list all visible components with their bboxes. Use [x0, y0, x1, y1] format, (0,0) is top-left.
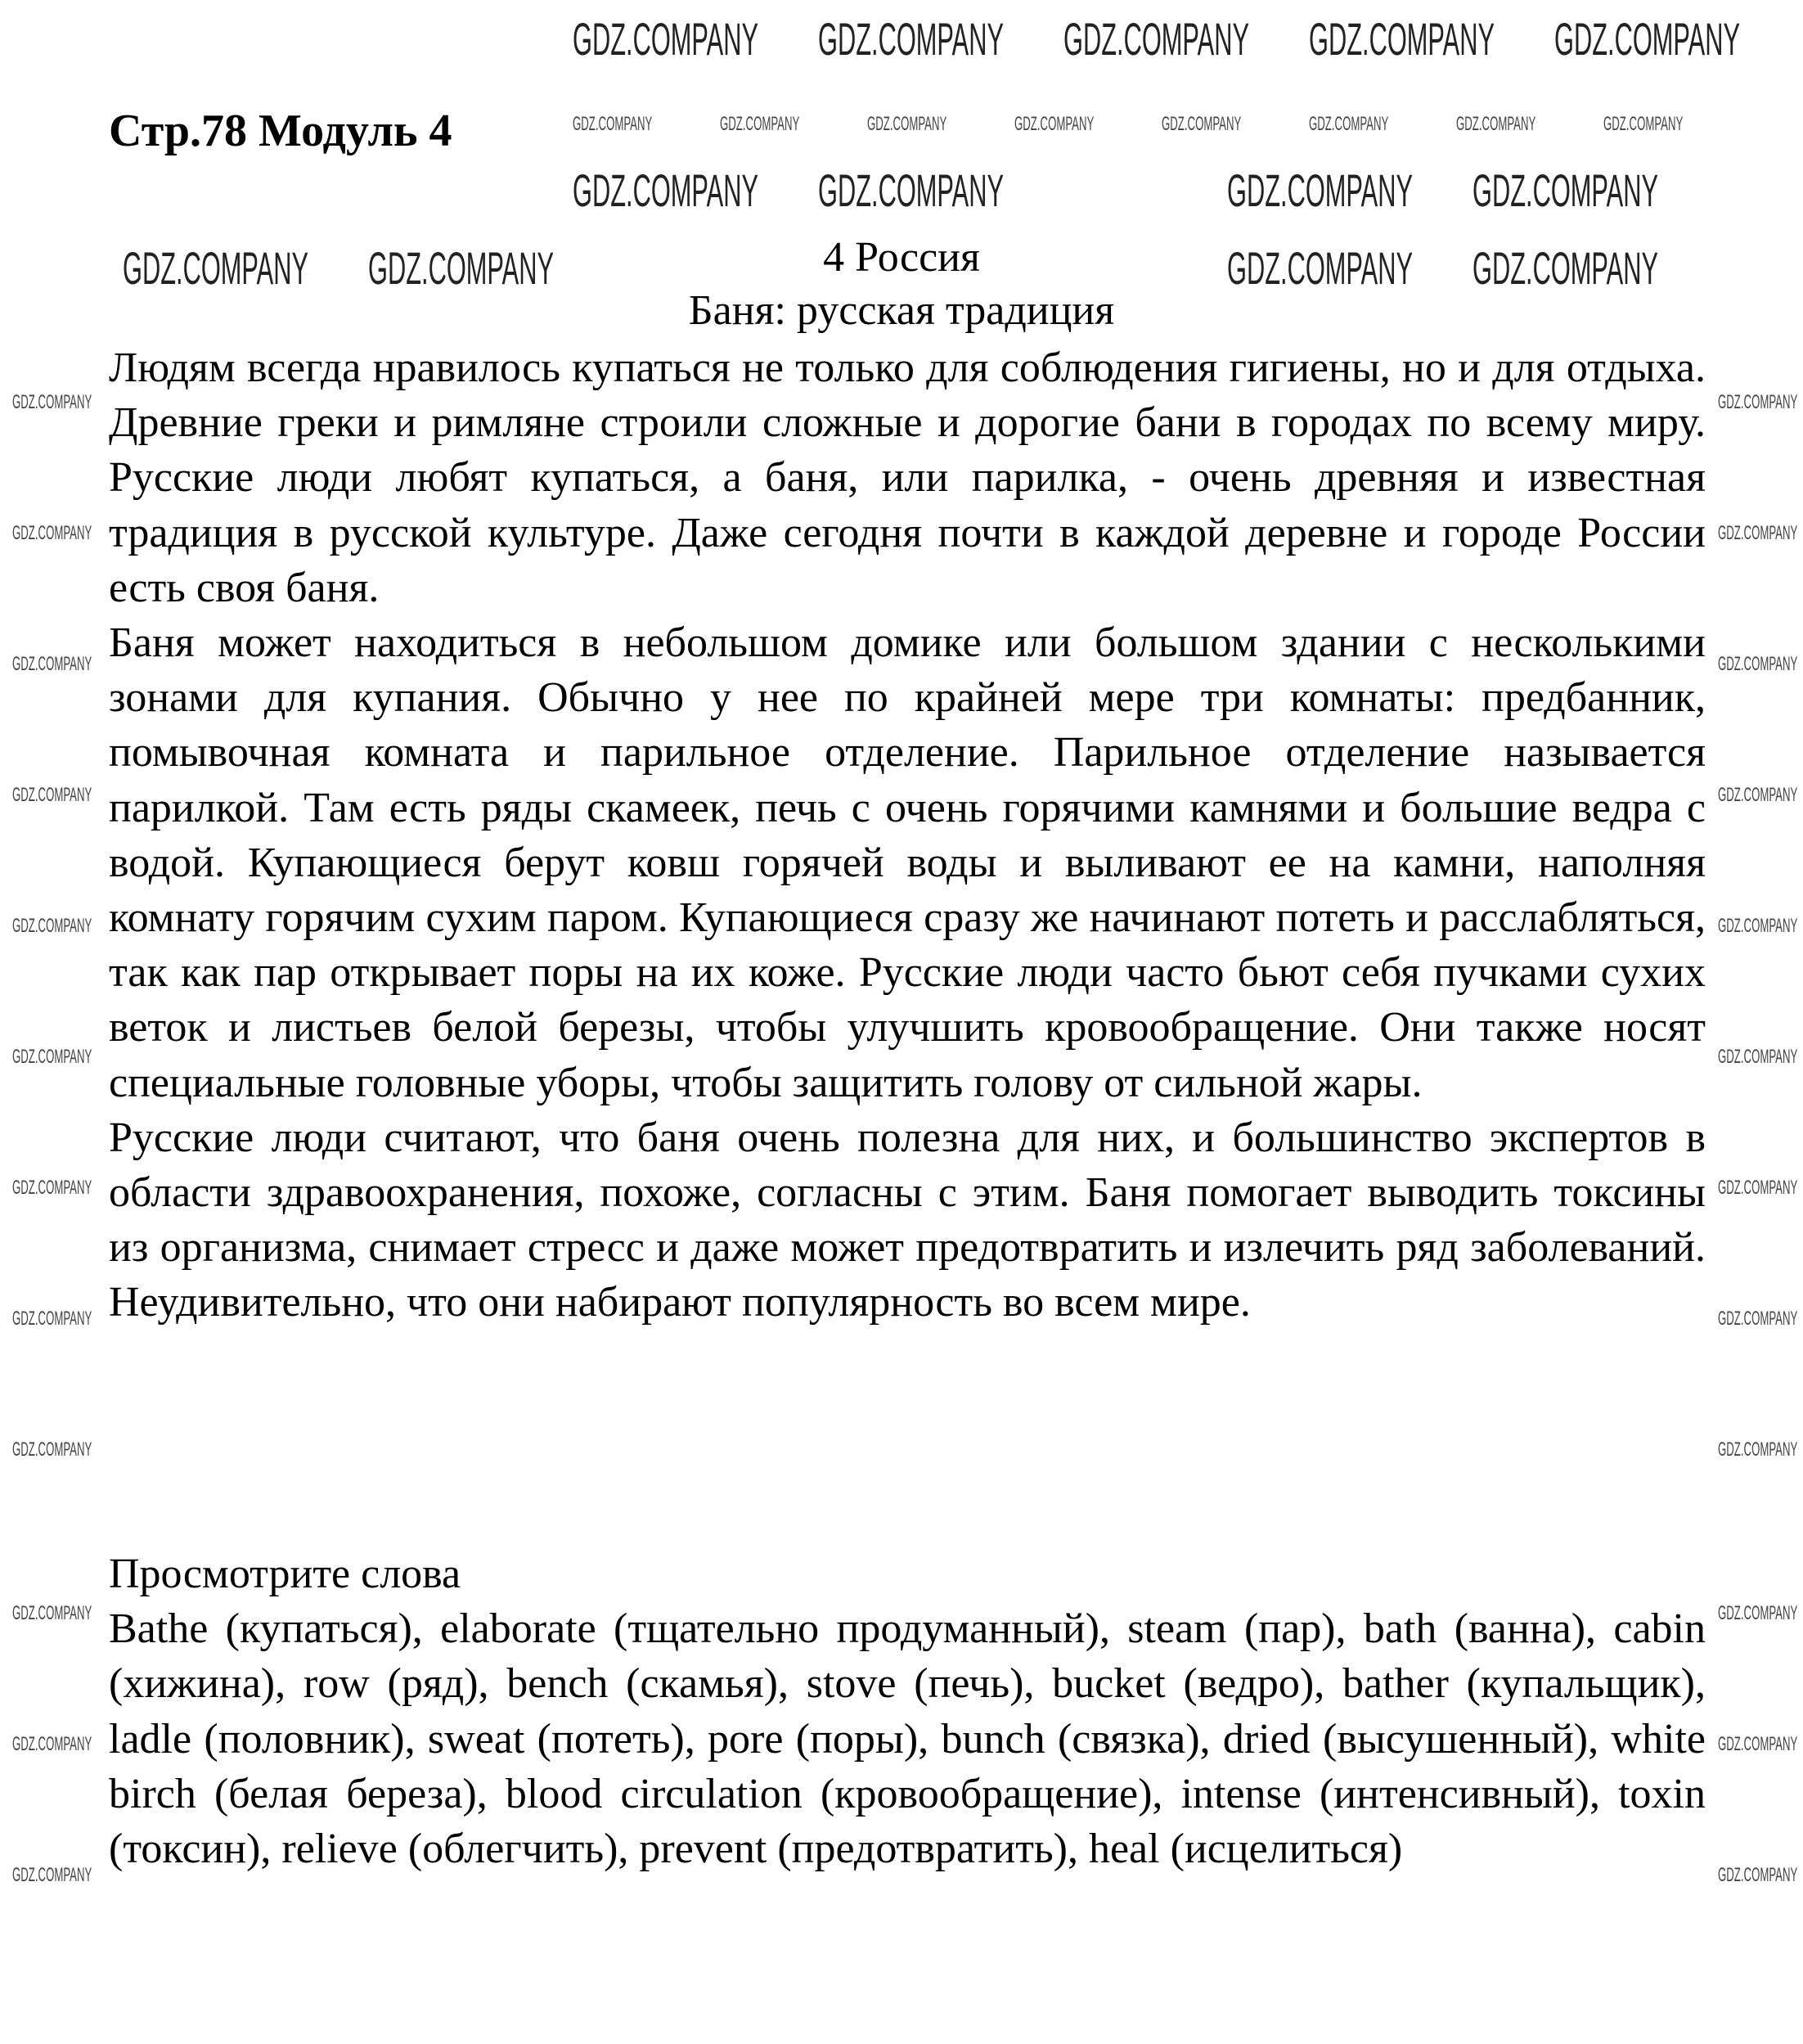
watermark: GDZ.COMPANY	[1456, 113, 1536, 135]
watermark: GDZ.COMPANY	[12, 1177, 92, 1199]
watermark: GDZ.COMPANY	[123, 242, 309, 294]
page-title: Стр.78 Модуль 4	[109, 106, 452, 156]
watermark: GDZ.COMPANY	[573, 164, 759, 216]
watermark: GDZ.COMPANY	[1014, 113, 1095, 135]
watermark: GDZ.COMPANY	[1309, 113, 1389, 135]
vocabulary-heading: Просмотрите слова	[109, 1551, 461, 1597]
vocabulary-section	[109, 1547, 1706, 1876]
watermark: GDZ.COMPANY	[1718, 653, 1798, 675]
watermark: GDZ.COMPANY	[818, 13, 1005, 65]
watermark: GDZ.COMPANY	[1718, 1177, 1798, 1199]
vocabulary-list: Bathe (купаться), elaborate (тщательно продуманный), steam (пар), bath (ванна), cabin (хижина), row (ряд), bench (скамья), stove (печь), bucket (ведро), bather (купальщик), ladle (половник), sweat (потеть), pore (поры), bunch (связка), dried (высушенный), white birch (белая береза), blood circulation (кровообращение), intense (интенсивный), toxin (токсин), relieve (облегчить), prevent (предотвратить), heal (исцелиться)	[109, 1605, 1706, 1873]
watermark: GDZ.COMPANY	[1718, 784, 1798, 806]
paragraph-2: Баня может находиться в небольшом домике или большом здании с несколькими зонами для купания. Обычно у нее по крайней мере три комнаты: предбанник, помывочная комната и парильное отделение. Парильное отделение называется парилкой. Там есть ряды скамеек, печь с очень горячими камнями и большие ведра с водой. Купающиеся берут ковш горячей воды и выливают ее на камни, наполняя комнату горячим сухим паром. Купающиеся сразу же начинают потеть и расслабляться, так как пар открывает поры на их коже. Русские люди часто бьют себя пучками сухих веток и листьев белой березы, чтобы улучшить кровообращение. Они также носят специальные головные уборы, чтобы защитить голову от сильной жары.	[109, 619, 1706, 1106]
watermark: GDZ.COMPANY	[368, 242, 555, 294]
paragraph-3: Русские люди считают, что баня очень полезна для них, и большинство экспертов в области здравоохранения, похоже, согласны с этим. Баня помогает выводить токсины из организма, снимает стресс и даже может предотвратить и излечить ряд заболеваний. Неудивительно, что они набирают популярность во всем мире.	[109, 1114, 1706, 1326]
watermark: GDZ.COMPANY	[12, 1864, 92, 1886]
watermark: GDZ.COMPANY	[12, 1438, 92, 1461]
watermark: GDZ.COMPANY	[1718, 1308, 1798, 1330]
watermark: GDZ.COMPANY	[1603, 113, 1684, 135]
watermark: GDZ.COMPANY	[12, 1602, 92, 1624]
watermark: GDZ.COMPANY	[1718, 391, 1798, 413]
watermark: GDZ.COMPANY	[12, 391, 92, 413]
watermark: GDZ.COMPANY	[12, 1046, 92, 1068]
watermark: GDZ.COMPANY	[12, 522, 92, 544]
section-subtitle: Баня: русская традиция	[688, 287, 1115, 334]
watermark: GDZ.COMPANY	[1473, 242, 1659, 294]
watermark: GDZ.COMPANY	[867, 113, 947, 135]
watermark: GDZ.COMPANY	[1309, 13, 1495, 65]
watermark: GDZ.COMPANY	[1718, 1046, 1798, 1068]
watermark: GDZ.COMPANY	[1718, 1864, 1798, 1886]
watermark: GDZ.COMPANY	[1473, 164, 1659, 216]
article-body	[109, 340, 1706, 1330]
watermark: GDZ.COMPANY	[1162, 113, 1242, 135]
watermark: GDZ.COMPANY	[12, 915, 92, 937]
watermark: GDZ.COMPANY	[12, 1733, 92, 1755]
watermark: GDZ.COMPANY	[720, 113, 800, 135]
watermark: GDZ.COMPANY	[1718, 522, 1798, 544]
watermark: GDZ.COMPANY	[12, 653, 92, 675]
section-title: 4 Россия	[823, 234, 980, 281]
watermark: GDZ.COMPANY	[1227, 164, 1414, 216]
watermark: GDZ.COMPANY	[1718, 1602, 1798, 1624]
watermark: GDZ.COMPANY	[1063, 13, 1250, 65]
paragraph-1: Людям всегда нравилось купаться не только для соблюдения гигиены, но и для отдыха. Древние греки и римляне строили сложные и дорогие бани в городах по всему миру. Русские люди любят купаться, а баня, или парилка, - очень древняя и известная традиция в русской культуре. Даже сегодня почти в каждой деревне и городе России есть своя баня.	[109, 344, 1706, 611]
watermark: GDZ.COMPANY	[1554, 13, 1741, 65]
watermark: GDZ.COMPANY	[1718, 1733, 1798, 1755]
watermark: GDZ.COMPANY	[573, 13, 759, 65]
watermark: GDZ.COMPANY	[1227, 242, 1414, 294]
watermark: GDZ.COMPANY	[1718, 915, 1798, 937]
watermark: GDZ.COMPANY	[12, 784, 92, 806]
watermark: GDZ.COMPANY	[1718, 1438, 1798, 1461]
watermark: GDZ.COMPANY	[12, 1308, 92, 1330]
watermark: GDZ.COMPANY	[573, 113, 653, 135]
watermark: GDZ.COMPANY	[818, 164, 1005, 216]
